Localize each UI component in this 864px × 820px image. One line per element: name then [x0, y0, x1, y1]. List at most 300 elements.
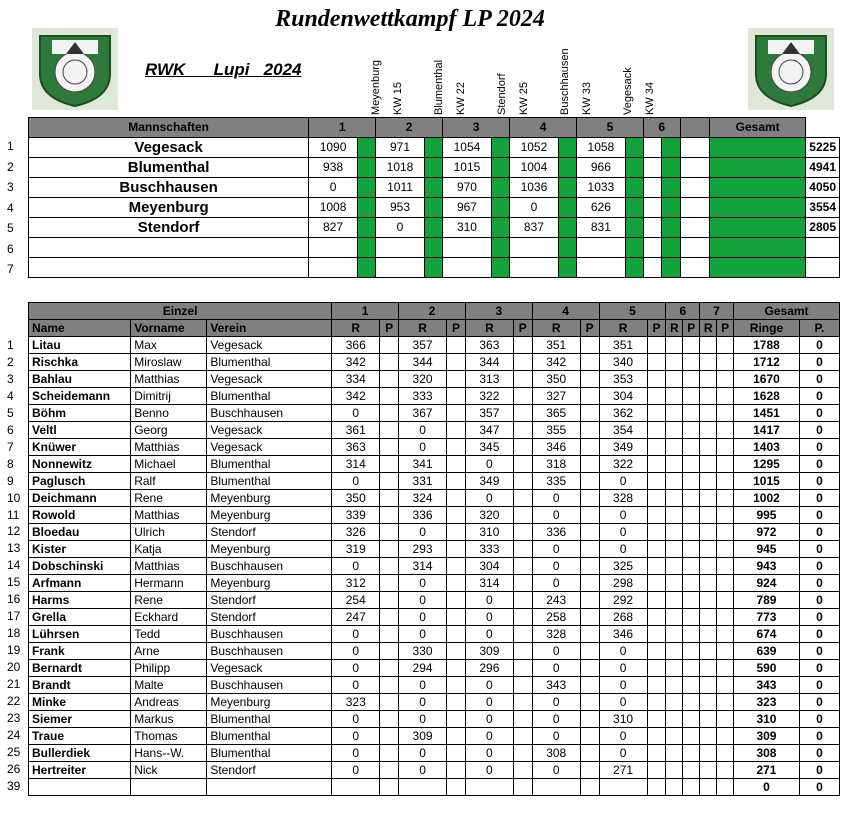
total-points: 0 [799, 354, 839, 371]
points-cell [513, 439, 532, 456]
round-value: 293 [399, 541, 447, 558]
round-value: 1018 [376, 158, 425, 178]
points-cell [380, 405, 399, 422]
green-column [558, 198, 576, 218]
points-cell [647, 575, 666, 592]
shooter-firstname: Philipp [131, 660, 207, 677]
empty-cell [717, 779, 734, 796]
points-cell [447, 354, 466, 371]
round-value: 0 [599, 524, 647, 541]
points-cell [513, 762, 532, 779]
team-name: Vegesack [29, 138, 309, 158]
total-rings: 924 [734, 575, 800, 592]
header-total: Gesamt [710, 118, 806, 138]
points-cell [580, 405, 599, 422]
points-cell [647, 490, 666, 507]
table-row [29, 158, 840, 178]
empty-cell [666, 388, 683, 405]
points-cell [580, 592, 599, 609]
header-p: P [447, 320, 466, 337]
total-rings: 1670 [734, 371, 800, 388]
points-cell [380, 507, 399, 524]
points-cell [513, 541, 532, 558]
round-value: 361 [332, 422, 380, 439]
round-value: 314 [465, 575, 513, 592]
row-number: 8 [7, 456, 14, 471]
row-number: 12 [7, 524, 21, 539]
shooter-surname: Grella [29, 609, 131, 626]
points-cell [580, 558, 599, 575]
total-rings: 945 [734, 541, 800, 558]
empty-cell [666, 728, 683, 745]
row-number: 21 [7, 677, 21, 691]
shooter-club: Stendorf [207, 524, 332, 541]
shooter-surname: Rischka [29, 354, 131, 371]
points-cell [380, 439, 399, 456]
round-value: 296 [465, 660, 513, 677]
round-value: 0 [332, 762, 380, 779]
shooter-surname: Paglusch [29, 473, 131, 490]
table-row [29, 762, 840, 779]
empty-cell [666, 473, 683, 490]
round-value: 938 [309, 158, 358, 178]
round-value: 0 [399, 524, 447, 541]
points-cell [513, 456, 532, 473]
points-cell [380, 575, 399, 592]
points-cell [580, 660, 599, 677]
empty-cell [683, 337, 700, 354]
points-cell [513, 524, 532, 541]
empty-cell [717, 405, 734, 422]
shooter-firstname: Thomas [131, 728, 207, 745]
round-value: 339 [332, 507, 380, 524]
round-value: 0 [332, 558, 380, 575]
round-value: 1004 [510, 158, 559, 178]
shooter-club: Buschhausen [207, 558, 332, 575]
empty-cell [717, 371, 734, 388]
points-cell [513, 728, 532, 745]
shooter-firstname: Arne [131, 643, 207, 660]
total-rings: 674 [734, 626, 800, 643]
shooter-club: Blumenthal [207, 456, 332, 473]
round-value: 247 [332, 609, 380, 626]
row-number: 1 [7, 139, 14, 153]
shooter-firstname: Matthias [131, 371, 207, 388]
empty-cell [717, 337, 734, 354]
header-verein: Verein [207, 320, 332, 337]
shooter-surname: Böhm [29, 405, 131, 422]
table-header-row [29, 118, 840, 138]
empty-cell [666, 762, 683, 779]
club-logo-left [32, 28, 118, 110]
table-header-row [29, 303, 840, 320]
empty-cell [643, 138, 661, 158]
total-points: 0 [799, 609, 839, 626]
header-round: 6 [666, 303, 700, 320]
empty-cell [683, 711, 700, 728]
total-points: 0 [799, 728, 839, 745]
points-cell [447, 371, 466, 388]
header-round: 3 [465, 303, 532, 320]
points-cell [380, 643, 399, 660]
shooter-club: Meyenburg [207, 694, 332, 711]
shooter-club: Meyenburg [207, 541, 332, 558]
points-cell [580, 371, 599, 388]
points-cell [447, 456, 466, 473]
total-points: 0 [799, 643, 839, 660]
empty-cell [666, 337, 683, 354]
round-value: 0 [332, 405, 380, 422]
round-value: 0 [465, 745, 513, 762]
row-number: 19 [7, 643, 21, 658]
points-cell [647, 694, 666, 711]
shooter-surname: Bahlau [29, 371, 131, 388]
shooter-firstname: Michael [131, 456, 207, 473]
shooter-surname: Dobschinski [29, 558, 131, 575]
team-name: Stendorf [29, 218, 309, 238]
table-subheader-row [29, 320, 840, 337]
row-number: 4 [7, 388, 14, 403]
points-cell [447, 677, 466, 694]
round-value: 318 [532, 456, 580, 473]
total-points: 0 [799, 405, 839, 422]
round-value: 0 [532, 507, 580, 524]
round-value: 310 [443, 218, 492, 238]
green-column [357, 158, 375, 178]
points-cell [513, 677, 532, 694]
green-column [625, 218, 643, 238]
empty-cell [717, 422, 734, 439]
table-row [29, 405, 840, 422]
round-value: 333 [399, 388, 447, 405]
shooter-surname: Kister [29, 541, 131, 558]
table-row [29, 138, 840, 158]
empty-cell [683, 762, 700, 779]
shooter-firstname: Hermann [131, 575, 207, 592]
total-points: 0 [799, 660, 839, 677]
shooter-club: Meyenburg [207, 490, 332, 507]
points-cell [380, 711, 399, 728]
round-value: 0 [599, 694, 647, 711]
empty-cell [666, 371, 683, 388]
empty-cell [717, 762, 734, 779]
green-column [625, 138, 643, 158]
round-value: 320 [399, 371, 447, 388]
green-column [710, 198, 806, 218]
green-column [424, 218, 442, 238]
points-cell [647, 439, 666, 456]
row-number: 10 [7, 490, 21, 505]
points-cell [580, 524, 599, 541]
empty-cell [700, 439, 717, 456]
round-value: 333 [465, 541, 513, 558]
total-points: 0 [799, 779, 839, 796]
empty-cell [683, 439, 700, 456]
points-cell [513, 337, 532, 354]
points-cell [580, 677, 599, 694]
points-cell [447, 660, 466, 677]
total-points: 0 [799, 524, 839, 541]
round-value: 309 [465, 643, 513, 660]
shooter-surname: Veltl [29, 422, 131, 439]
empty-cell [680, 258, 710, 278]
header-round: 5 [599, 303, 666, 320]
round-value: 1054 [443, 138, 492, 158]
round-value: 0 [465, 728, 513, 745]
empty-cell [683, 456, 700, 473]
points-cell [380, 745, 399, 762]
table-row [29, 490, 840, 507]
round-value: 953 [376, 198, 425, 218]
points-cell [647, 422, 666, 439]
table-row [29, 609, 840, 626]
points-cell [513, 609, 532, 626]
points-cell [513, 626, 532, 643]
shooter-firstname: Hans--W. [131, 745, 207, 762]
round-value: 258 [532, 609, 580, 626]
round-value: 349 [599, 439, 647, 456]
team-total [806, 258, 840, 278]
points-cell [447, 711, 466, 728]
total-points: 0 [799, 337, 839, 354]
table-row [29, 558, 840, 575]
empty-cell [683, 779, 700, 796]
empty-cell [700, 422, 717, 439]
table-row [29, 456, 840, 473]
green-column [424, 178, 442, 198]
team-total [806, 238, 840, 258]
header-round: 3 [443, 118, 510, 138]
total-rings: 995 [734, 507, 800, 524]
round-value: 344 [399, 354, 447, 371]
total-points: 0 [799, 558, 839, 575]
shooter-firstname: Georg [131, 422, 207, 439]
points-cell [380, 541, 399, 558]
empty-cell [700, 371, 717, 388]
round-value: 331 [399, 473, 447, 490]
green-column [558, 218, 576, 238]
green-column [491, 198, 509, 218]
total-rings: 1295 [734, 456, 800, 473]
green-column [710, 258, 806, 278]
total-rings: 310 [734, 711, 800, 728]
round-value: 294 [399, 660, 447, 677]
shooter-club: Blumenthal [207, 745, 332, 762]
total-points: 0 [799, 745, 839, 762]
table-row [29, 354, 840, 371]
green-column [424, 198, 442, 218]
round-value: 0 [399, 711, 447, 728]
round-value: 0 [399, 609, 447, 626]
round-value: 1058 [577, 138, 626, 158]
round-value: 346 [532, 439, 580, 456]
empty-cell [700, 473, 717, 490]
shooter-firstname: Max [131, 337, 207, 354]
round-value: 351 [599, 337, 647, 354]
empty-cell [700, 575, 717, 592]
green-column [662, 258, 680, 278]
round-value: 0 [599, 541, 647, 558]
points-cell [513, 575, 532, 592]
row-number: 20 [7, 660, 21, 675]
round-value: 971 [376, 138, 425, 158]
points-cell [513, 354, 532, 371]
shooter-club: Vegesack [207, 422, 332, 439]
header-singles: Einzel [29, 303, 332, 320]
round-value: 0 [309, 178, 358, 198]
row-number: 3 [7, 371, 14, 386]
row-number: 13 [7, 541, 21, 556]
empty-cell [683, 694, 700, 711]
table-row [29, 745, 840, 762]
header-teams: Mannschaften [29, 118, 309, 138]
empty-cell [683, 490, 700, 507]
points-cell [447, 337, 466, 354]
table-row [29, 626, 840, 643]
round-value: 327 [532, 388, 580, 405]
points-cell [380, 728, 399, 745]
round-value: 350 [532, 371, 580, 388]
points-cell [447, 592, 466, 609]
empty-cell [666, 694, 683, 711]
round-value: 344 [465, 354, 513, 371]
column-team-label: Vegesack [622, 67, 634, 115]
empty-cell [683, 609, 700, 626]
green-column [424, 238, 442, 258]
empty-cell [680, 218, 710, 238]
total-rings: 1403 [734, 439, 800, 456]
green-column [491, 178, 509, 198]
points-cell [447, 524, 466, 541]
points-cell [647, 660, 666, 677]
points-cell [580, 490, 599, 507]
total-points: 0 [799, 626, 839, 643]
green-column [357, 198, 375, 218]
points-cell [647, 524, 666, 541]
total-points: 0 [799, 490, 839, 507]
round-value: 367 [399, 405, 447, 422]
points-cell [580, 779, 599, 796]
round-value: 243 [532, 592, 580, 609]
round-value [599, 779, 647, 796]
empty-cell [717, 575, 734, 592]
points-cell [647, 728, 666, 745]
empty-cell [666, 558, 683, 575]
points-cell [580, 728, 599, 745]
row-number: 14 [7, 558, 21, 573]
round-value: 0 [465, 490, 513, 507]
round-value: 341 [399, 456, 447, 473]
table-row [29, 178, 840, 198]
empty-cell [680, 198, 710, 218]
header-empty [680, 118, 710, 138]
round-value: 0 [465, 677, 513, 694]
points-cell [513, 405, 532, 422]
empty-cell [680, 138, 710, 158]
points-cell [580, 388, 599, 405]
shooter-firstname: Markus [131, 711, 207, 728]
points-cell [447, 762, 466, 779]
round-value: 362 [599, 405, 647, 422]
points-cell [513, 660, 532, 677]
total-rings: 1628 [734, 388, 800, 405]
green-column [625, 158, 643, 178]
round-value: 254 [332, 592, 380, 609]
empty-cell [666, 592, 683, 609]
round-value: 0 [532, 728, 580, 745]
total-rings: 309 [734, 728, 800, 745]
green-column [424, 258, 442, 278]
points-cell [447, 779, 466, 796]
shooter-club: Blumenthal [207, 711, 332, 728]
round-value: 0 [532, 762, 580, 779]
round-value: 326 [332, 524, 380, 541]
row-number: 1 [7, 338, 14, 352]
empty-cell [717, 711, 734, 728]
round-value: 967 [443, 198, 492, 218]
shooter-surname: Minke [29, 694, 131, 711]
points-cell [380, 660, 399, 677]
round-value: 308 [532, 745, 580, 762]
shooter-club: Stendorf [207, 762, 332, 779]
shooter-club [207, 779, 332, 796]
round-value [376, 238, 425, 258]
points-cell [380, 456, 399, 473]
points-cell [513, 507, 532, 524]
round-value: 0 [332, 677, 380, 694]
team-name [29, 258, 309, 278]
round-value: 0 [465, 694, 513, 711]
round-value: 349 [465, 473, 513, 490]
shooter-firstname: Nick [131, 762, 207, 779]
points-cell [647, 354, 666, 371]
shooter-surname: Litau [29, 337, 131, 354]
round-value: 298 [599, 575, 647, 592]
empty-cell [700, 626, 717, 643]
round-value: 831 [577, 218, 626, 238]
points-cell [647, 592, 666, 609]
total-points: 0 [799, 422, 839, 439]
empty-cell [683, 405, 700, 422]
empty-cell [700, 524, 717, 541]
round-value: 0 [599, 677, 647, 694]
header-r: R [666, 320, 683, 337]
shooter-surname: Nonnewitz [29, 456, 131, 473]
round-value: 0 [399, 626, 447, 643]
empty-cell [717, 388, 734, 405]
points-cell [380, 592, 399, 609]
green-column [424, 158, 442, 178]
points-cell [380, 490, 399, 507]
header-p: P [580, 320, 599, 337]
table-row [29, 643, 840, 660]
column-team-label: Stendorf [496, 73, 508, 115]
points-cell [580, 473, 599, 490]
round-value: 0 [510, 198, 559, 218]
points-cell [580, 541, 599, 558]
round-value: 0 [532, 711, 580, 728]
empty-cell [666, 439, 683, 456]
header-points: P. [799, 320, 839, 337]
round-value: 363 [465, 337, 513, 354]
empty-cell [700, 728, 717, 745]
round-value: 353 [599, 371, 647, 388]
empty-cell [643, 198, 661, 218]
row-number: 39 [7, 778, 21, 793]
empty-cell [683, 745, 700, 762]
points-cell [580, 354, 599, 371]
round-value: 0 [532, 541, 580, 558]
